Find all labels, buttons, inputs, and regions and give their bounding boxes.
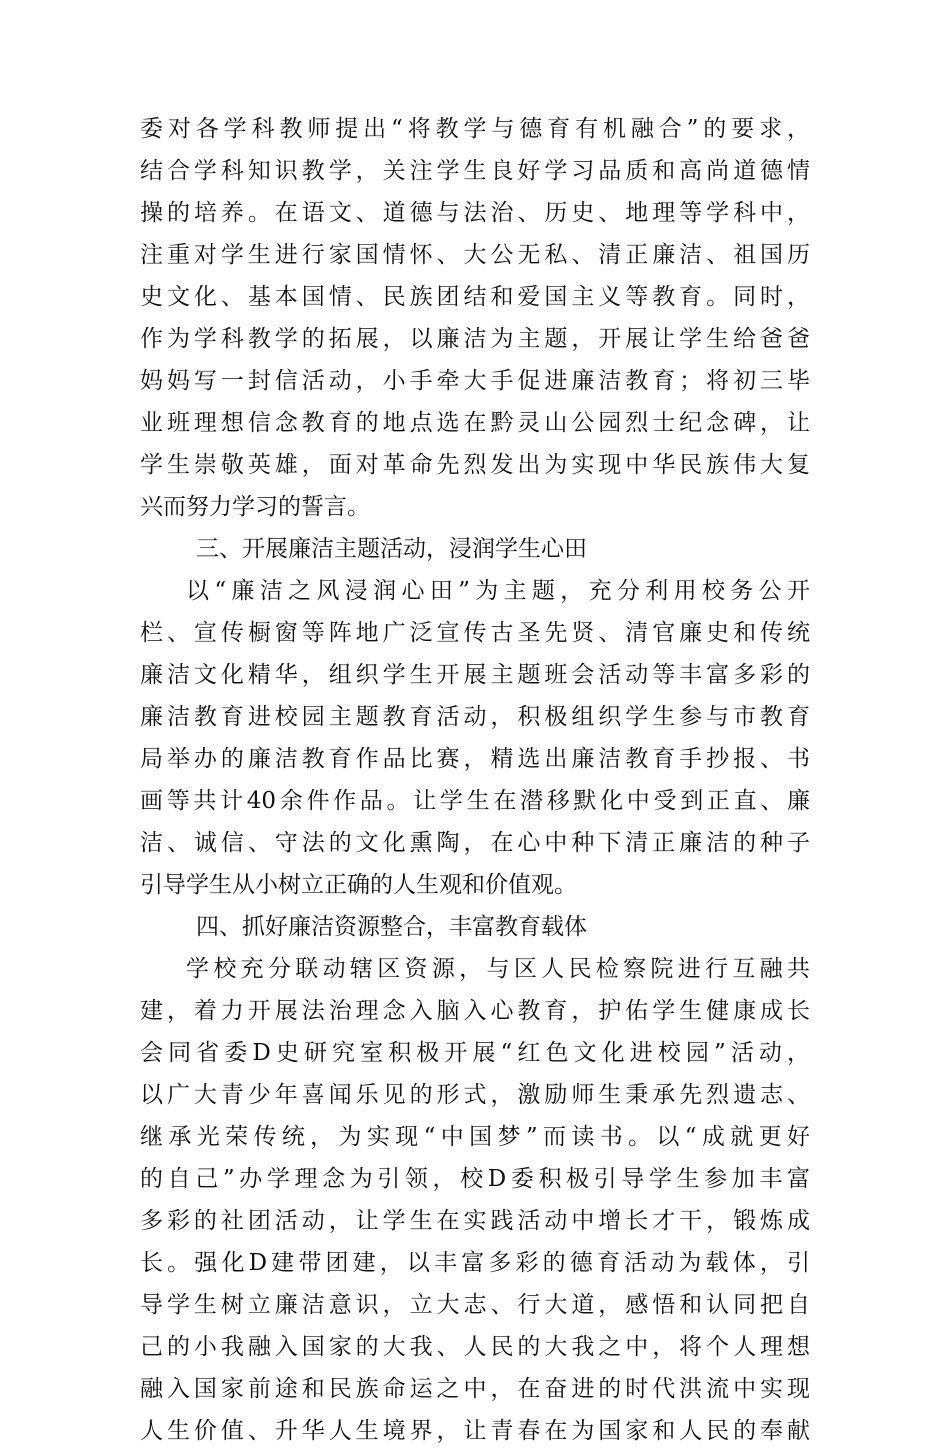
text-line: 融入国家前途和民族命运之中，在奋进的时代洪流中实现 [140,1376,810,1402]
text-line: 己的小我融入国家的大我、人民的大我之中，将个人理想 [140,1334,810,1360]
text-line: 以“廉洁之风浸润心田”为主题，充分利用校务公开 [186,578,810,604]
text-line: 作为学科教学的拓展，以廉洁为主题，开展让学生给爸爸 [140,326,810,352]
text-line: 注重对学生进行家国情怀、大公无私、清正廉洁、祖国历 [140,242,810,268]
text-line: 的自己”办学理念为引领，校D委积极引导学生参加丰富 [140,1166,810,1192]
text-line: 会同省委D史研究室积极开展“红色文化进校园”活动， [140,1040,810,1066]
section-3 [140,528,810,906]
paragraph-continued [140,108,810,528]
text-line: 继承光荣传统，为实现“中国梦”而读书。以“成就更好 [140,1124,810,1150]
text-line: 建，着力开展法治理念入脑入心教育，护佑学生健康成长 [140,998,810,1024]
text-line: 廉洁教育进校园主题教育活动，积极组织学生参与市教育 [140,704,810,730]
text-line: 结合学科知识教学，关注学生良好学习品质和高尚道德情 [140,158,810,184]
text-line: 洁、诚信、守法的文化熏陶，在心中种下清正廉洁的种子 [140,830,810,856]
text-line: 委对各学科教师提出“将教学与德育有机融合”的要求， [140,116,810,142]
section-heading: 四、抓好廉洁资源整合，丰富教育载体 [196,914,587,940]
text-line: 业班理想信念教育的地点选在黔灵山公园烈士纪念碑，让 [140,410,810,436]
text-line: 引导学生从小树立正确的人生观和价值观。 [140,872,577,898]
section-heading: 三、开展廉洁主题活动，浸润学生心田 [196,536,587,562]
text-line: 局举办的廉洁教育作品比赛，精选出廉洁教育手抄报、书 [140,746,810,772]
document-body [140,108,810,1452]
text-line: 画等共计40余件作品。让学生在潜移默化中受到正直、廉 [140,788,810,814]
text-line: 兴而努力学习的誓言。 [140,494,370,520]
text-line: 史文化、基本国情、民族团结和爱国主义等教育。同时， [140,284,810,310]
text-line: 操的培养。在语文、道德与法治、历史、地理等学科中， [140,200,810,226]
text-line: 以广大青少年喜闻乐见的形式，激励师生秉承先烈遗志、 [140,1082,810,1108]
text-line: 廉洁文化精华，组织学生开展主题班会活动等丰富多彩的 [140,662,810,688]
text-line: 长。强化D建带团建，以丰富多彩的德育活动为载体，引 [140,1250,810,1276]
text-line: 栏、宣传橱窗等阵地广泛宣传古圣先贤、清官廉史和传统 [140,620,810,646]
text-line: 学生崇敬英雄，面对革命先烈发出为实现中华民族伟大复 [140,452,810,478]
text-line: 多彩的社团活动，让学生在实践活动中增长才干，锻炼成 [140,1208,810,1234]
text-line: 妈妈写一封信活动，小手牵大手促进廉洁教育；将初三毕 [140,368,810,394]
text-line: 学校充分联动辖区资源，与区人民检察院进行互融共 [186,956,810,982]
text-line: 人生价值、升华人生境界，让青春在为国家和人民的奉献 [140,1418,810,1444]
section-4 [140,906,810,1452]
text-line: 导学生树立廉洁意识，立大志、行大道，感悟和认同把自 [140,1292,810,1318]
